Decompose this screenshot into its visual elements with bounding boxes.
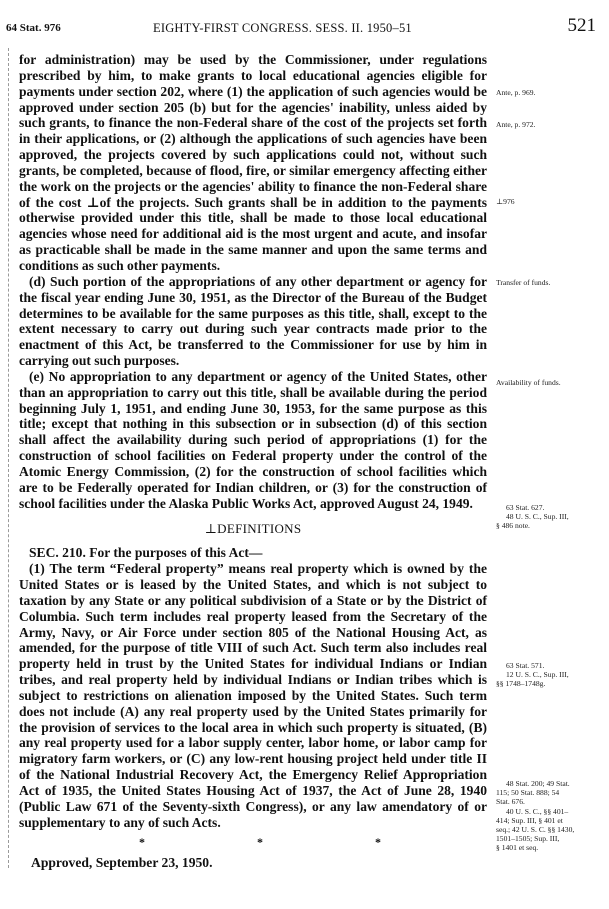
paragraph-grants: for administration) may be used by the Commissioner, under regulations prescribed by him, to make grants to local educational agencies eligible for payments under section 202, where (1) the application of such agencies would be approved under section 205 (b) but for the agencies' inability, unless aided by such grants, to finance the non-Federal share of the cost of the projects set forth in their applications, or (2) although the applications of such agencies have been approved, the projects covered by such applications could not, without such grants, be completed, because of flood, fire, or similar emergency affecting either the work on the projects or the agencies' ability to finance the non-Federal share of the cost ⊥of the projects. Such grants shall be in addition to the payments otherwise provided under this title, shall be made to those local educational agencies whose need for additional aid is the most urgent and acute, and insofar as practicable shall be made in the same manner and upon the same terms and conditions as such other payments. [19, 52, 487, 273]
margin-note-availability: Availability of funds. [496, 378, 561, 387]
margin-rule [8, 48, 10, 868]
approval-date: Approved, September 23, 1950. [31, 854, 213, 870]
section-break [19, 835, 487, 851]
margin-note-ante-969: Ante, p. 969. [496, 88, 536, 97]
section-lead: SEC. 210. For the purposes of this Act— [29, 545, 263, 561]
margin-note-page-mark: ⊥976 [496, 197, 515, 206]
star: * [139, 834, 145, 849]
statute-text [19, 52, 487, 870]
margin-note-ante-972: Ante, p. 972. [496, 120, 536, 129]
page-number: 521 [567, 15, 596, 36]
paragraph-e: (e) No appropriation to any department or agency of the United States, other than an appropriation to carry out this title, shall be available during the period beginning July 1, 1951, and ending June 30, 1953, for the same purpose as this title; except that nothing in this subsection or in subsection (d) of this section shall affect the availability during such period of appropriations (1) for the construction of school facilities on Federal property under the control of the Atomic Energy Commission, (2) for the construction of school facilities which are to be Federally operated for Indian children, or (3) for the construction of school facilities under the Alaska Public Works Act, approved August 24, 1949. [19, 368, 487, 511]
margin-note-transfer: Transfer of funds. [496, 278, 551, 287]
section-heading: ⊥DEFINITIONS [204, 521, 302, 537]
margin-note-housing-citation: 63 Stat. 571. 12 U. S. C., Sup. III, §§ 1748–1748g. [496, 661, 569, 689]
page-header [6, 14, 604, 44]
paragraph-definition-1: (1) The term “Federal property” means real property which is owned by the United States or is leased by the United States, and which is not subject to taxation by any State or any political subdivision of a State or by the District of Columbia. Such term includes real property leased from the Secretary of the Army, Navy, or Air Force under section 805 of the National Housing Act, as amended, for the purpose of title VIII of such Act. Such term also includes real property held in trust by the United States for individual Indians or Indian tribes, and real property held by individual Indians or Indian tribes which is subject to restrictions on alienation imposed by the United States. Such term does not include (A) any real property used by the United States primarily for the provision of services to the local area in which such property is situated, (B) any real property used for a labor supply center, labor home, or labor camp for migratory farm workers, or (C) any low-rent housing project held under title II of the National Industrial Recovery Act, the Emergency Relief Appropriation Act of 1935, the United States Housing Act of 1937, the Act of June 28, 1940 (Public Law 671 of the Seventy-sixth Congress), or any law amendatory of or supplementary to any of such Acts. [19, 561, 487, 830]
paragraph-d: (d) Such portion of the appropriations of any other department or agency for the fiscal year ending June 30, 1951, as the Director of the Bureau of the Budget determines to be available for the same purposes as this title, shall, except to the extent necessary to carry out during such year contracts made prior to the enactment of this Act, be transferred to the Commissioner for use by him in carrying out such purposes. [19, 273, 487, 369]
running-title: EIGHTY-FIRST CONGRESS. SESS. II. 1950–51 [153, 21, 412, 35]
margin-note-acts-citation: 48 Stat. 200; 49 Stat. 115; 50 Stat. 888; 54 Stat. 676. 40 U. S. C., §§ 401– 414; Sup. III, § 401 et seq.; 42 U. S. C. §§ 1430, 1501–1505; Sup. III, § 1401 et seq. [496, 779, 575, 853]
star: * [375, 834, 381, 849]
margin-note-alaska-citation: 63 Stat. 627. 48 U. S. C., Sup. III, § 486 note. [496, 503, 569, 531]
volume-citation: 64 Stat. 976 [6, 22, 61, 34]
star: * [257, 834, 263, 849]
